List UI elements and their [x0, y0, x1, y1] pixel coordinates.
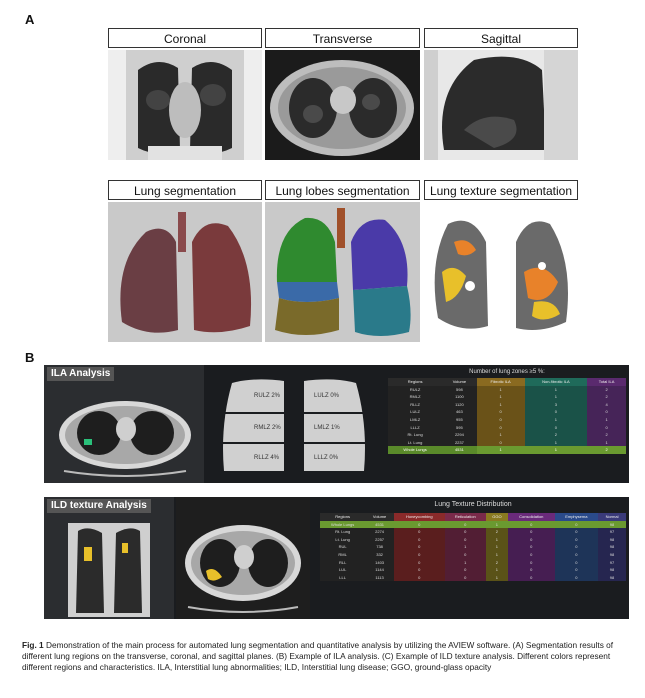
- seg-label-lobes: Lung lobes segmentation: [265, 180, 420, 200]
- zone-pct: 0%: [329, 455, 339, 461]
- ila-cell-fib: 1: [477, 431, 525, 439]
- panel-b-letter: B: [25, 350, 35, 365]
- ila-cell-volume: 598: [442, 386, 476, 394]
- ila-col-volume: Volume: [442, 378, 476, 386]
- ild-col-reticulation: Reticulation: [445, 513, 486, 521]
- ild-cell-value: 1: [486, 543, 508, 551]
- ild-cell-value: 1: [445, 559, 486, 567]
- ila-cell-fib: 0: [477, 408, 525, 416]
- ild-cell-value: 0: [445, 574, 486, 582]
- ild-cell-value: 98: [598, 574, 626, 582]
- ild-cell-value: 2257: [365, 536, 394, 544]
- ila-table: [388, 378, 626, 454]
- zone-name: LMLZ: [314, 425, 330, 431]
- ild-cell-region: RLL: [320, 559, 365, 567]
- zone-pct: 0%: [330, 393, 340, 399]
- ild-table-row: [320, 551, 626, 559]
- ild-coronal-viewport: [44, 497, 174, 619]
- ila-cell-nonfib: 1: [525, 446, 588, 454]
- ila-table-row: [388, 386, 626, 394]
- ila-cell-fib: 1: [477, 401, 525, 409]
- ild-cell-value: 0: [555, 528, 598, 536]
- ila-table-row: [388, 439, 626, 447]
- ila-cell-region: LMLZ: [388, 416, 442, 424]
- ild-cell-value: 97: [598, 528, 626, 536]
- ila-cell-region: Rt. Lung: [388, 431, 442, 439]
- ild-cell-value: 1: [486, 574, 508, 582]
- ila-zone-diagram: [210, 375, 378, 475]
- ild-cell-value: 2: [486, 528, 508, 536]
- ila-table-title: Number of lung zones ≥5 %:: [469, 369, 545, 375]
- ild-cell-value: 1: [486, 536, 508, 544]
- ila-table-row: [388, 393, 626, 401]
- ila-cell-region: RLLZ: [388, 401, 442, 409]
- ild-cell-value: 332: [365, 551, 394, 559]
- ila-cell-total: 2: [587, 393, 626, 401]
- ild-cell-value: 0: [445, 536, 486, 544]
- ild-cell-region: Lt. Lung: [320, 536, 365, 544]
- ild-cell-region: RML: [320, 551, 365, 559]
- zone-pct: 1%: [331, 425, 340, 431]
- ila-cell-nonfib: 0: [525, 408, 588, 416]
- ild-col-normal: Normal: [598, 513, 626, 521]
- zone-name: RMLZ: [254, 425, 271, 431]
- ila-cell-region: RMLZ: [388, 393, 442, 401]
- ila-table-row: [388, 424, 626, 432]
- ild-cell-value: 98: [598, 543, 626, 551]
- ild-table-row: [320, 574, 626, 582]
- seg-label-lung: Lung segmentation: [108, 180, 262, 200]
- ild-cell-value: 1144: [365, 566, 394, 574]
- ild-cell-value: 0: [508, 551, 555, 559]
- ild-cell-region: RUL: [320, 543, 365, 551]
- ild-table-row: [320, 528, 626, 536]
- ila-cell-region: RULZ: [388, 386, 442, 394]
- ila-cell-volume: 595: [442, 424, 476, 432]
- ild-cell-value: 1: [486, 566, 508, 574]
- ild-col-honeycombing: Honeycombing: [394, 513, 445, 521]
- ild-col-emphysema: Emphysema: [555, 513, 598, 521]
- zone-lulz: [314, 393, 339, 399]
- transverse-ct-image: [265, 50, 420, 160]
- ild-table-row: [320, 559, 626, 567]
- ild-cell-value: 0: [508, 574, 555, 582]
- coronal-ct-image: [108, 50, 262, 160]
- ild-cell-value: 0: [394, 574, 445, 582]
- ila-analysis-title: ILA Analysis: [47, 367, 114, 381]
- ild-cell-value: 1403: [365, 559, 394, 567]
- ild-cell-value: 0: [445, 521, 486, 529]
- ild-table-title: Lung Texture Distribution: [434, 501, 512, 508]
- ild-cell-region: LLL: [320, 574, 365, 582]
- zone-name: LULZ: [314, 393, 329, 399]
- view-label-transverse: Transverse: [265, 28, 420, 48]
- ila-cell-total: 1: [587, 439, 626, 447]
- ild-cell-value: 0: [394, 536, 445, 544]
- lung-lobes-render: [265, 202, 420, 342]
- ila-cell-region: Lt. Lung: [388, 439, 442, 447]
- zone-pct: 2%: [271, 393, 281, 399]
- ila-ct-viewport: [44, 365, 204, 483]
- ild-cell-value: 98: [598, 566, 626, 574]
- ila-col-fibrotic: Fibrotic ILA: [477, 378, 525, 386]
- ild-col-consolidation: Consolidation: [508, 513, 555, 521]
- ila-cell-volume: 955: [442, 416, 476, 424]
- ild-cell-value: 4531: [365, 521, 394, 529]
- ila-cell-volume: 2294: [442, 431, 476, 439]
- ila-cell-nonfib: 1: [525, 386, 588, 394]
- ild-cell-value: 0: [508, 559, 555, 567]
- ild-cell-value: 0: [555, 551, 598, 559]
- panel-a-letter: A: [25, 12, 35, 27]
- ila-cell-fib: 1: [477, 393, 525, 401]
- ild-cell-value: 0: [508, 566, 555, 574]
- sagittal-ct-image: [424, 50, 578, 160]
- ild-cell-region: Rt. Lung: [320, 528, 365, 536]
- ila-cell-volume: 1100: [442, 393, 476, 401]
- ild-texture-panel: [44, 497, 629, 619]
- ild-cell-value: 98: [598, 536, 626, 544]
- caption-text: Demonstration of the main process for automated lung segmentation and quantitative analysis by utilizing the AVIEW software. (A) Segmentation results of different lung regions on the transverse, coronal, and sagittal planes. (B) Example of ILA analysis. (C) Example of ILD texture analysis. Different colors represent different regions and characteristics. ILA, Interstitial lung abnormalities; ILD, Interstitial lung disease; GGO, ground-glass opacity: [22, 640, 614, 672]
- ila-cell-fib: 0: [477, 424, 525, 432]
- ild-cell-value: 1: [486, 551, 508, 559]
- ila-cell-nonfib: 1: [525, 416, 588, 424]
- zone-name: LLLZ: [314, 455, 328, 461]
- ila-cell-fib: 0: [477, 439, 525, 447]
- ild-cell-value: 1: [486, 521, 508, 529]
- ild-cell-value: 0: [394, 551, 445, 559]
- ila-cell-nonfib: 2: [525, 431, 588, 439]
- ild-cell-value: 0: [394, 528, 445, 536]
- ila-col-total: Total ILA: [587, 378, 626, 386]
- ila-analysis-panel: [44, 365, 629, 483]
- ild-cell-value: 2274: [365, 528, 394, 536]
- ild-cell-value: 738: [365, 543, 394, 551]
- ila-cell-volume: 1120: [442, 401, 476, 409]
- ild-cell-value: 0: [555, 574, 598, 582]
- ild-cell-value: 0: [394, 566, 445, 574]
- ild-cell-region: Whole Lungs: [320, 521, 365, 529]
- ild-analysis-title: ILD texture Analysis: [47, 499, 151, 513]
- ild-cell-value: 0: [555, 521, 598, 529]
- ila-cell-total: 2: [587, 431, 626, 439]
- ild-cell-value: 0: [555, 559, 598, 567]
- ild-table-row: [320, 566, 626, 574]
- ild-cell-value: 0: [508, 528, 555, 536]
- seg-label-texture: Lung texture segmentation: [424, 180, 578, 200]
- zone-pct: 4%: [270, 455, 280, 461]
- ild-cell-region: LUL: [320, 566, 365, 574]
- ila-cell-fib: 1: [477, 446, 525, 454]
- ila-table-row: [388, 446, 626, 454]
- ild-cell-value: 0: [508, 521, 555, 529]
- ild-cell-value: 0: [555, 536, 598, 544]
- ild-cell-value: 0: [394, 559, 445, 567]
- ila-cell-total: 1: [587, 416, 626, 424]
- ila-table-row: [388, 401, 626, 409]
- ild-col-ggo: GGO: [486, 513, 508, 521]
- ild-cell-value: 98: [598, 521, 626, 529]
- ila-cell-region: LLLZ: [388, 424, 442, 432]
- ild-table-row: [320, 521, 626, 529]
- ila-cell-total: 2: [587, 446, 626, 454]
- ila-cell-total: 2: [587, 386, 626, 394]
- zone-rmlz: [254, 425, 281, 431]
- ild-cell-value: 2: [486, 559, 508, 567]
- view-label-coronal: Coronal: [108, 28, 262, 48]
- zone-lllz: [314, 455, 338, 461]
- ild-table-row: [320, 543, 626, 551]
- ild-cell-value: 0: [555, 566, 598, 574]
- lung-texture-render: [424, 202, 578, 342]
- ila-cell-volume: 2237: [442, 439, 476, 447]
- caption-label: Fig. 1: [22, 640, 44, 650]
- ila-cell-nonfib: 1: [525, 393, 588, 401]
- ild-table-row: [320, 536, 626, 544]
- ild-cell-value: 97: [598, 559, 626, 567]
- ila-cell-nonfib: 1: [525, 439, 588, 447]
- ild-cell-value: 0: [394, 543, 445, 551]
- figure-caption: [22, 640, 622, 673]
- ild-table: [320, 513, 626, 581]
- ild-cell-value: 98: [598, 551, 626, 559]
- ila-cell-fib: 1: [477, 386, 525, 394]
- zone-pct: 2%: [272, 425, 281, 431]
- ila-cell-volume: 463: [442, 408, 476, 416]
- ila-cell-volume: 4531: [442, 446, 476, 454]
- ila-cell-fib: 0: [477, 416, 525, 424]
- zone-name: RULZ: [254, 393, 270, 399]
- ila-table-row: [388, 408, 626, 416]
- ild-cell-value: 0: [555, 543, 598, 551]
- ila-cell-nonfib: 3: [525, 401, 588, 409]
- ild-col-volume: Volume: [365, 513, 394, 521]
- zone-rllz: [254, 455, 279, 461]
- zone-rulz: [254, 393, 280, 399]
- ila-cell-region: LULZ: [388, 408, 442, 416]
- ild-cell-value: 0: [394, 521, 445, 529]
- ild-cell-value: 0: [445, 551, 486, 559]
- ila-cell-total: 0: [587, 408, 626, 416]
- ila-cell-region: Whole Lungs: [388, 446, 442, 454]
- ila-cell-nonfib: 0: [525, 424, 588, 432]
- lung-segmentation-render: [108, 202, 262, 342]
- zone-name: RLLZ: [254, 455, 269, 461]
- ila-col-regions: Regions: [388, 378, 442, 386]
- ild-cell-value: 1113: [365, 574, 394, 582]
- ild-cell-value: 0: [508, 536, 555, 544]
- ild-cell-value: 1: [445, 543, 486, 551]
- ild-cell-value: 0: [445, 528, 486, 536]
- ila-table-row: [388, 431, 626, 439]
- ila-cell-total: 0: [587, 424, 626, 432]
- ild-col-regions: Regions: [320, 513, 365, 521]
- ild-transverse-viewport: [176, 497, 310, 619]
- ild-cell-value: 0: [445, 566, 486, 574]
- ila-col-nonfibrotic: Non-fibrotic ILA: [525, 378, 588, 386]
- ila-table-row: [388, 416, 626, 424]
- ild-cell-value: 0: [508, 543, 555, 551]
- zone-lmlz: [314, 425, 340, 431]
- ila-cell-total: 4: [587, 401, 626, 409]
- view-label-sagittal: Sagittal: [424, 28, 578, 48]
